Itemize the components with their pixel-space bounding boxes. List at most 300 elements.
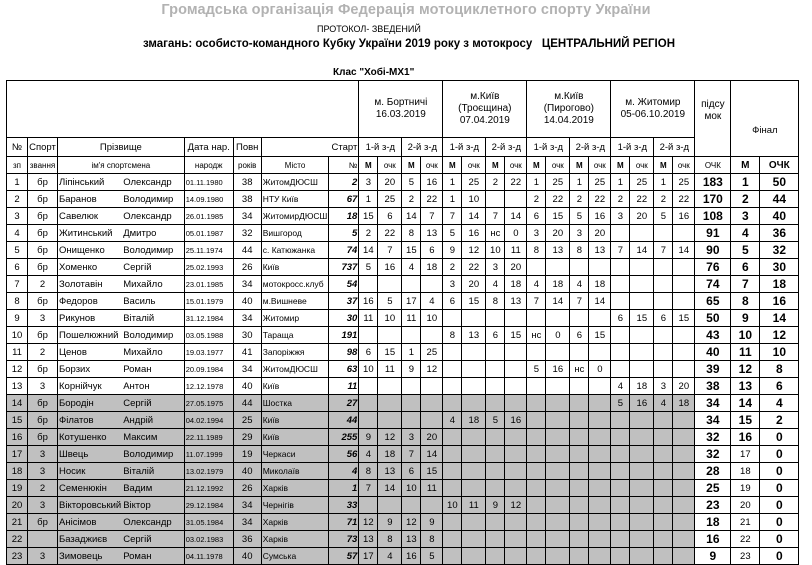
cell-rank: бр <box>28 429 58 446</box>
cell-total: 39 <box>695 361 731 378</box>
cell-result <box>630 259 654 276</box>
cell-final-points: 18 <box>760 276 799 293</box>
cell-rank: 3 <box>28 548 58 565</box>
header-blank <box>7 81 359 138</box>
cell-result <box>654 429 673 446</box>
heat1-v3: 1-й з-д <box>527 138 570 157</box>
cell-result: 10 <box>359 361 378 378</box>
cell-city: мотокросс.клуб <box>261 276 329 293</box>
cell-last-name: Житинський <box>58 225 123 242</box>
cell-result: 9 <box>378 514 402 531</box>
cell-result: 22 <box>378 225 402 242</box>
cell-result <box>359 276 378 293</box>
cell-result: 13 <box>378 463 402 480</box>
cell-result: 2 <box>359 225 378 242</box>
cell-dob: 23.01.1985 <box>184 276 233 293</box>
cell-result <box>673 480 695 497</box>
cell-result: 15 <box>378 344 402 361</box>
cell-result <box>505 429 527 446</box>
cell-rank: 3 <box>28 497 58 514</box>
cell-result <box>359 378 378 395</box>
pts-v1h1: очк <box>378 157 402 174</box>
col-name-sub: ім'я спортсмена <box>58 157 185 174</box>
col-city: Місто <box>261 157 329 174</box>
cell-result <box>654 293 673 310</box>
m-v4h2: М <box>654 157 673 174</box>
cell-total: 40 <box>695 344 731 361</box>
cell-result <box>589 378 611 395</box>
cell-result <box>630 412 654 429</box>
cell-last-name: Баранов <box>58 191 123 208</box>
cell-result <box>527 446 546 463</box>
cell-result <box>673 344 695 361</box>
cell-result: 0 <box>589 361 611 378</box>
cell-result <box>378 395 402 412</box>
cell-result <box>359 497 378 514</box>
cell-first-name: Михайло <box>122 344 184 361</box>
cell-start: 98 <box>329 344 359 361</box>
cell-result: 2 <box>654 191 673 208</box>
col-num: № <box>7 138 28 157</box>
cell-first-name: Дмитро <box>122 225 184 242</box>
venue-3: м.Київ (Пирогово) 14.04.2019 <box>527 81 611 138</box>
cell-result: 14 <box>630 242 654 259</box>
cell-city: Миколаїв <box>261 463 329 480</box>
m-v3h2: М <box>570 157 589 174</box>
cell-result: нс <box>570 361 589 378</box>
cell-result <box>570 514 589 531</box>
cell-result: 4 <box>570 276 589 293</box>
cell-result: 5 <box>359 259 378 276</box>
cell-city: Тараща <box>261 327 329 344</box>
cell-result: 1 <box>443 174 462 191</box>
cell-result <box>570 378 589 395</box>
cell-rank: бр <box>28 412 58 429</box>
cell-result: 18 <box>421 259 443 276</box>
cell-num: 11 <box>7 344 28 361</box>
cell-final-points: 10 <box>760 344 799 361</box>
cell-result: 12 <box>462 242 486 259</box>
cell-result <box>546 446 570 463</box>
cell-start: 1 <box>329 480 359 497</box>
cell-result: 4 <box>443 412 462 429</box>
cell-dob: 26.01.1985 <box>184 208 233 225</box>
col-age-sub: років <box>233 157 261 174</box>
cell-rank: бр <box>28 225 58 242</box>
table-row <box>7 395 799 412</box>
table-row <box>7 378 799 395</box>
cell-result <box>359 395 378 412</box>
cell-final-points: 16 <box>760 293 799 310</box>
cell-result: 14 <box>505 208 527 225</box>
cell-start: 37 <box>329 293 359 310</box>
pts-v2h1: очк <box>462 157 486 174</box>
cell-total: 90 <box>695 242 731 259</box>
cell-final-points: 40 <box>760 208 799 225</box>
cell-result <box>630 463 654 480</box>
col-age: Повн <box>233 138 261 157</box>
cell-age: 34 <box>233 310 261 327</box>
cell-rank <box>28 531 58 548</box>
cell-final-place: 1 <box>731 174 760 191</box>
cell-city: Сумська <box>261 548 329 565</box>
cell-result <box>630 327 654 344</box>
cell-final-place: 4 <box>731 225 760 242</box>
cell-result <box>546 310 570 327</box>
cell-result: нс <box>486 225 505 242</box>
cell-total: 91 <box>695 225 731 242</box>
cell-result <box>546 395 570 412</box>
cell-final-place: 8 <box>731 293 760 310</box>
cell-result: 4 <box>486 276 505 293</box>
cell-rank: бр <box>28 514 58 531</box>
cell-dob: 31.12.1984 <box>184 310 233 327</box>
cell-result <box>589 514 611 531</box>
cell-final-place: 13 <box>731 378 760 395</box>
cell-result: 16 <box>378 259 402 276</box>
cell-rank: бр <box>28 259 58 276</box>
cell-result <box>505 361 527 378</box>
cell-result: 20 <box>630 208 654 225</box>
cell-result <box>611 463 630 480</box>
cell-result <box>673 531 695 548</box>
cell-result: 15 <box>630 310 654 327</box>
cell-result: 25 <box>589 174 611 191</box>
cell-final-place: 19 <box>731 480 760 497</box>
cell-start: 191 <box>329 327 359 344</box>
cell-result <box>589 480 611 497</box>
cell-dob: 19.03.1977 <box>184 344 233 361</box>
cell-first-name: Михайло <box>122 276 184 293</box>
cell-result: 5 <box>421 548 443 565</box>
cell-result <box>462 310 486 327</box>
cell-last-name: Анісімов <box>58 514 123 531</box>
cell-result: 6 <box>421 242 443 259</box>
cell-result <box>654 225 673 242</box>
cell-result <box>527 514 546 531</box>
cell-result <box>654 412 673 429</box>
table-row <box>7 174 799 191</box>
cell-result <box>654 259 673 276</box>
cell-result: 15 <box>505 327 527 344</box>
cell-result: 18 <box>462 412 486 429</box>
cell-result <box>546 480 570 497</box>
cell-result: 0 <box>505 225 527 242</box>
cell-result <box>486 310 505 327</box>
cell-result: 1 <box>402 344 421 361</box>
cell-num: 18 <box>7 463 28 480</box>
cell-result <box>546 531 570 548</box>
cell-result <box>673 548 695 565</box>
cell-result <box>630 361 654 378</box>
cell-dob: 25.11.1974 <box>184 242 233 259</box>
cell-result: 9 <box>486 497 505 514</box>
cell-total: 23 <box>695 497 731 514</box>
cell-result <box>611 514 630 531</box>
cell-result: 13 <box>589 242 611 259</box>
cell-result: 5 <box>654 208 673 225</box>
cell-result <box>378 276 402 293</box>
cell-age: 41 <box>233 344 261 361</box>
cell-num: 23 <box>7 548 28 565</box>
cell-last-name: Рикунов <box>58 310 123 327</box>
cell-result: 4 <box>611 378 630 395</box>
cell-result <box>443 514 462 531</box>
cell-total: 43 <box>695 327 731 344</box>
cell-result <box>462 429 486 446</box>
table-row <box>7 259 799 276</box>
table-row <box>7 480 799 497</box>
cell-result: 22 <box>421 191 443 208</box>
cell-result: 7 <box>421 208 443 225</box>
cell-result: 10 <box>486 242 505 259</box>
cell-result: 8 <box>443 327 462 344</box>
cell-result: 5 <box>443 225 462 242</box>
cell-result: 16 <box>505 412 527 429</box>
cell-result <box>486 191 505 208</box>
cell-dob: 21.12.1992 <box>184 480 233 497</box>
cell-result: 5 <box>570 208 589 225</box>
cell-total: 16 <box>695 531 731 548</box>
cell-result: 12 <box>505 497 527 514</box>
cell-result: 13 <box>462 327 486 344</box>
cell-result: 6 <box>378 208 402 225</box>
cell-result <box>486 361 505 378</box>
cell-city: Запоріжжя <box>261 344 329 361</box>
cell-result <box>527 429 546 446</box>
cell-result: 3 <box>527 225 546 242</box>
cell-result: 20 <box>462 276 486 293</box>
cell-age: 34 <box>233 361 261 378</box>
cell-result <box>505 514 527 531</box>
cell-result: 6 <box>570 327 589 344</box>
cell-result: 7 <box>527 293 546 310</box>
m-v1h2: М <box>402 157 421 174</box>
cell-result <box>630 276 654 293</box>
cell-rank: бр <box>28 242 58 259</box>
cell-result: 2 <box>527 191 546 208</box>
cell-dob: 31.05.1984 <box>184 514 233 531</box>
m-v1h1: М <box>359 157 378 174</box>
cell-last-name: Онищенко <box>58 242 123 259</box>
cell-age: 40 <box>233 293 261 310</box>
cell-result: 2 <box>570 191 589 208</box>
cell-age: 34 <box>233 276 261 293</box>
cell-result: 4 <box>527 276 546 293</box>
col-rank-sub: звання <box>28 157 58 174</box>
cell-final-points: 0 <box>760 514 799 531</box>
cell-last-name: Золотавін <box>58 276 123 293</box>
cell-result <box>443 310 462 327</box>
cell-result <box>486 514 505 531</box>
cell-final-place: 17 <box>731 446 760 463</box>
cell-total: 28 <box>695 463 731 480</box>
cell-result <box>527 259 546 276</box>
cell-city: ЖитомирДЮСШ <box>261 208 329 225</box>
cell-result <box>654 548 673 565</box>
cell-result: 7 <box>443 208 462 225</box>
cell-result: 18 <box>378 446 402 463</box>
cell-result: 10 <box>421 310 443 327</box>
cell-result: 8 <box>570 242 589 259</box>
cell-result <box>505 446 527 463</box>
cell-result <box>527 378 546 395</box>
cell-result: 11 <box>359 310 378 327</box>
cell-result <box>486 429 505 446</box>
cell-age: 34 <box>233 208 261 225</box>
cell-first-name: Сергій <box>122 531 184 548</box>
table-row <box>7 548 799 565</box>
cell-last-name: Бородін <box>58 395 123 412</box>
cell-result: 16 <box>546 361 570 378</box>
cell-result <box>611 497 630 514</box>
cell-first-name: Віталій <box>122 310 184 327</box>
cell-last-name: Корнійчук <box>58 378 123 395</box>
cell-result: 1 <box>527 174 546 191</box>
cell-result: 20 <box>589 225 611 242</box>
pts-v4h2: очк <box>673 157 695 174</box>
cell-dob: 15.01.1979 <box>184 293 233 310</box>
cell-result <box>654 276 673 293</box>
cell-result <box>546 412 570 429</box>
cell-result <box>402 378 421 395</box>
cell-result: 18 <box>589 276 611 293</box>
cell-dob: 04.11.1978 <box>184 548 233 565</box>
cell-result <box>443 361 462 378</box>
cell-first-name: Володимир <box>122 327 184 344</box>
cell-start: 2 <box>329 174 359 191</box>
cell-rank: 3 <box>28 446 58 463</box>
cell-result <box>654 480 673 497</box>
cell-result <box>589 463 611 480</box>
cell-result <box>630 344 654 361</box>
table-row <box>7 446 799 463</box>
cell-result <box>546 514 570 531</box>
cell-result: 22 <box>462 259 486 276</box>
cell-last-name: Носик <box>58 463 123 480</box>
col-city-blank <box>261 138 329 157</box>
cell-last-name: Вікторовський <box>58 497 123 514</box>
cell-result <box>443 344 462 361</box>
cell-result: 17 <box>359 548 378 565</box>
cell-result: 7 <box>378 242 402 259</box>
cell-result <box>611 344 630 361</box>
cell-result: 16 <box>462 225 486 242</box>
cell-result: 2 <box>402 191 421 208</box>
cell-final-place: 15 <box>731 412 760 429</box>
cell-start: 30 <box>329 310 359 327</box>
table-row <box>7 497 799 514</box>
cell-final-points: 4 <box>760 395 799 412</box>
cell-result: 3 <box>611 208 630 225</box>
venue-2: м.Київ (Троєщина) 07.04.2019 <box>443 81 527 138</box>
cell-final-points: 44 <box>760 191 799 208</box>
cell-num: 6 <box>7 259 28 276</box>
cell-first-name: Володимир <box>122 191 184 208</box>
cell-last-name: Швець <box>58 446 123 463</box>
venue-1: м. Бортничі 16.03.2019 <box>359 81 443 138</box>
cell-result: 8 <box>402 225 421 242</box>
cell-result <box>589 446 611 463</box>
cell-final-points: 0 <box>760 548 799 565</box>
cell-result: 3 <box>570 225 589 242</box>
m-v2h1: М <box>443 157 462 174</box>
cell-result: 16 <box>402 548 421 565</box>
cell-final-points: 0 <box>760 463 799 480</box>
cell-result <box>421 395 443 412</box>
cell-result: 16 <box>630 395 654 412</box>
cell-result <box>654 497 673 514</box>
cell-start: 71 <box>329 514 359 531</box>
cell-total: 170 <box>695 191 731 208</box>
cell-result: 16 <box>421 174 443 191</box>
cell-final-place: 14 <box>731 395 760 412</box>
cell-result: 15 <box>359 208 378 225</box>
cell-result <box>611 293 630 310</box>
cell-result: 15 <box>462 293 486 310</box>
cell-result <box>611 531 630 548</box>
cell-result <box>611 225 630 242</box>
cell-num: 7 <box>7 276 28 293</box>
cell-final-points: 0 <box>760 497 799 514</box>
cell-result: 22 <box>673 191 695 208</box>
cell-result <box>630 293 654 310</box>
cell-result <box>402 327 421 344</box>
cell-age: 40 <box>233 378 261 395</box>
cell-age: 30 <box>233 327 261 344</box>
table-row <box>7 514 799 531</box>
cell-age: 38 <box>233 191 261 208</box>
cell-num: 9 <box>7 310 28 327</box>
cell-start: 57 <box>329 548 359 565</box>
cell-result <box>462 378 486 395</box>
cell-city: Київ <box>261 378 329 395</box>
cell-result: 1 <box>443 191 462 208</box>
cell-total: 9 <box>695 548 731 565</box>
cell-result <box>630 225 654 242</box>
cell-final-place: 2 <box>731 191 760 208</box>
cell-total: 25 <box>695 480 731 497</box>
cell-final-points: 36 <box>760 225 799 242</box>
cell-last-name: Борзих <box>58 361 123 378</box>
cell-start: 54 <box>329 276 359 293</box>
cell-result <box>421 497 443 514</box>
cell-result <box>570 480 589 497</box>
cell-total: 108 <box>695 208 731 225</box>
cell-result <box>527 548 546 565</box>
cell-result: 4 <box>359 446 378 463</box>
cell-first-name: Олександр <box>122 208 184 225</box>
results-table <box>6 80 799 565</box>
cell-result: 3 <box>359 174 378 191</box>
cell-result <box>570 395 589 412</box>
cell-result: 11 <box>462 497 486 514</box>
cell-last-name: Котушенко <box>58 429 123 446</box>
cell-result: 15 <box>589 327 611 344</box>
cell-result <box>462 480 486 497</box>
cell-result <box>443 395 462 412</box>
cell-final-place: 12 <box>731 361 760 378</box>
cell-num: 3 <box>7 208 28 225</box>
cell-result <box>505 531 527 548</box>
cell-result: 25 <box>421 344 443 361</box>
cell-total: 18 <box>695 514 731 531</box>
cell-last-name: Філатов <box>58 412 123 429</box>
cell-result <box>378 378 402 395</box>
cell-rank: 3 <box>28 310 58 327</box>
cell-city: ЖитомДЮСШ <box>261 174 329 191</box>
cell-rank: бр <box>28 395 58 412</box>
